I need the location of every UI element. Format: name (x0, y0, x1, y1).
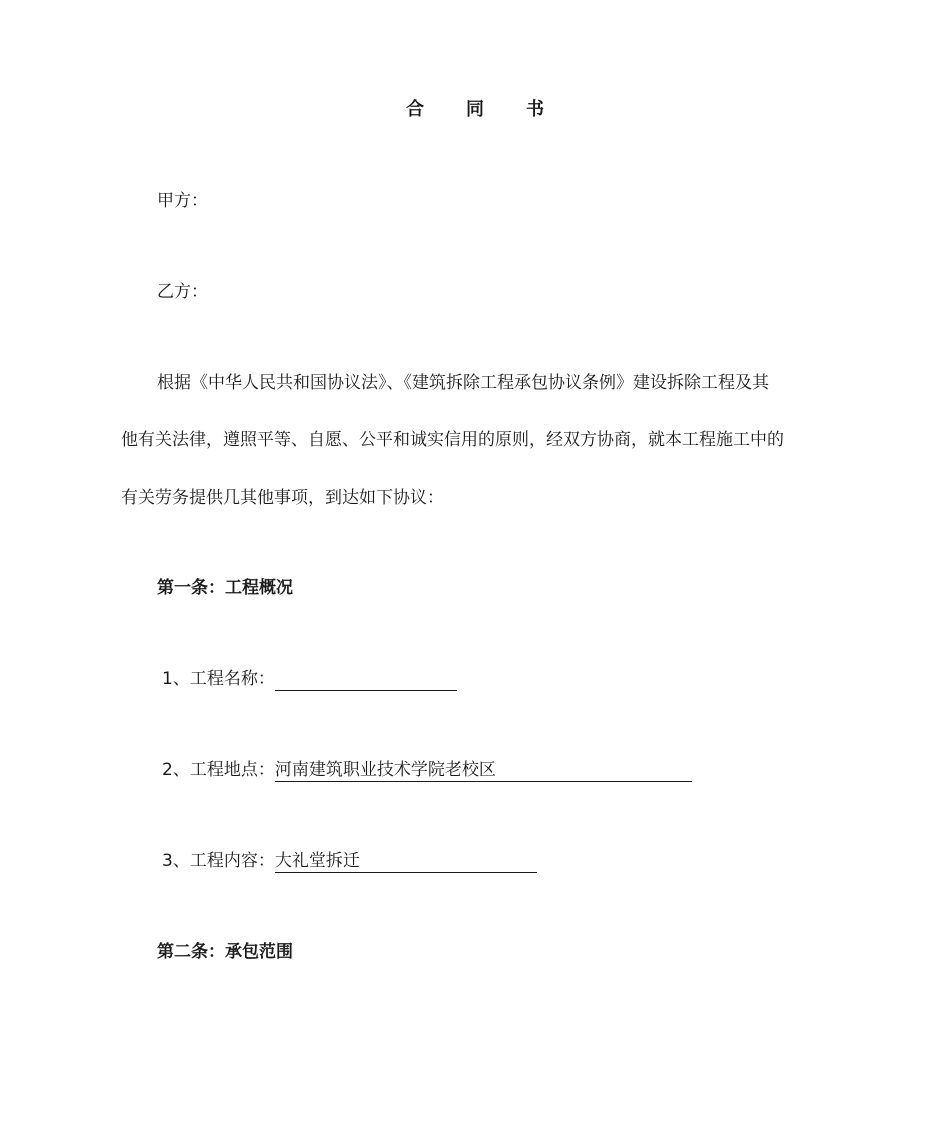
project-content-row (162, 849, 537, 873)
project-content-label: 3、工程内容： (162, 851, 275, 871)
project-content-value: 大礼堂拆迁 (275, 850, 537, 873)
project-location-value: 河南建筑职业技术学院老校区 (275, 759, 692, 782)
article-2-heading: 第二条：承包范围 (157, 942, 293, 962)
project-name-label: 1、工程名称： (162, 669, 275, 689)
party-b-label: 乙方： (157, 282, 208, 302)
project-location-row (162, 758, 692, 782)
intro-line-2: 他有关法律，遵照平等、自愿、公平和诚实信用的原则，经双方协商，就本工程施工中的 (121, 430, 784, 450)
party-a-label: 甲方： (157, 191, 208, 211)
title-char-1: 合 (406, 99, 424, 120)
intro-line-3: 有关劳务提供几其他事项，到达如下协议： (121, 488, 444, 508)
title-char-2: 同 (466, 99, 484, 120)
project-name-field (275, 668, 457, 691)
intro-line-1: 根据《中华人民共和国协议法》、《建筑拆除工程承包协议条例》建设拆除工程及其 (157, 373, 769, 393)
document-title (0, 97, 950, 123)
article-1-heading: 第一条：工程概况 (157, 578, 293, 598)
project-location-label: 2、工程地点： (162, 760, 275, 780)
title-char-3: 书 (526, 99, 544, 120)
project-name-row (162, 667, 457, 691)
